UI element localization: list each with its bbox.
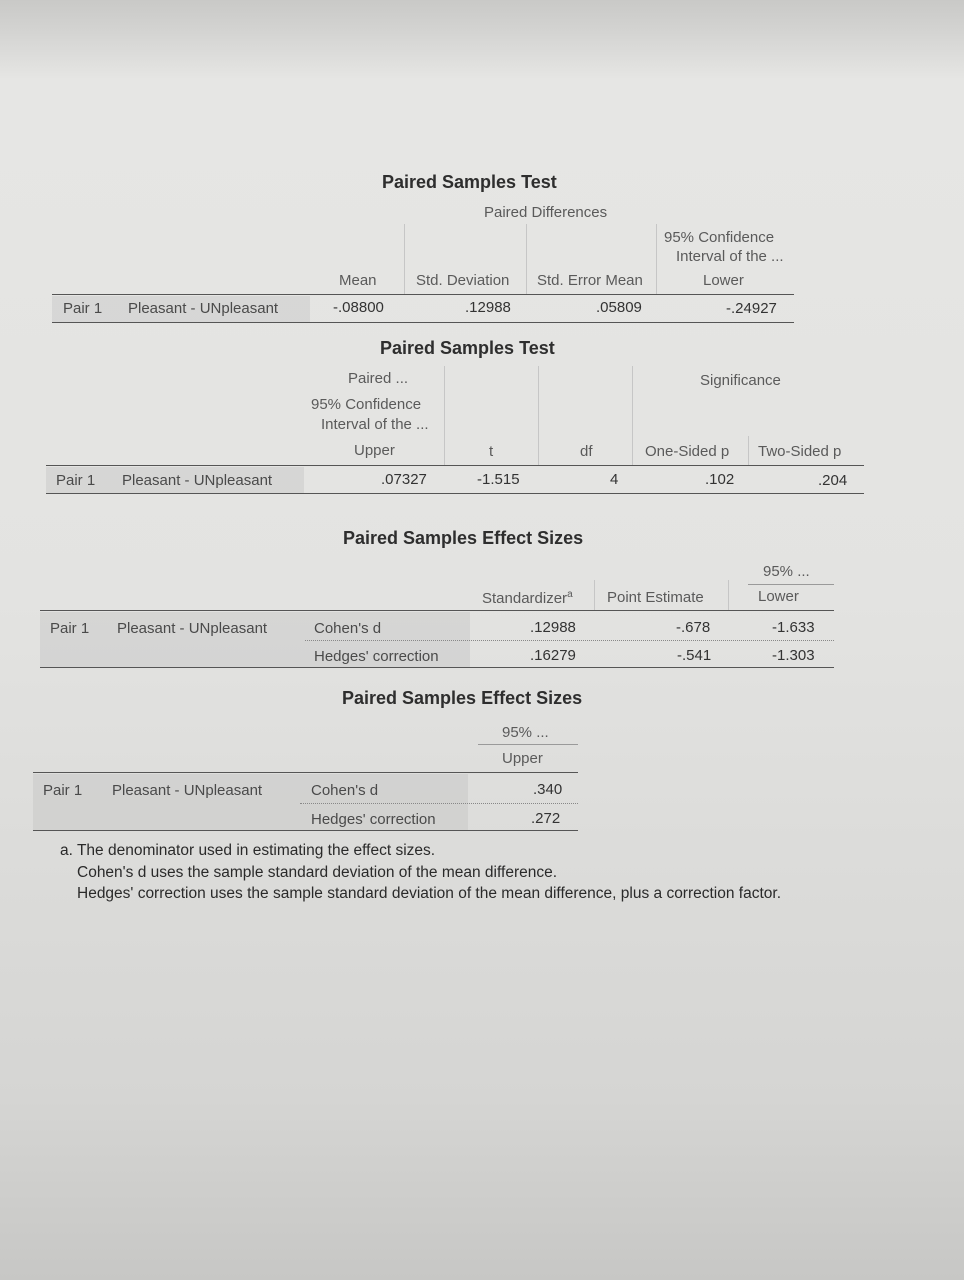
table1-ci-header-line2: Interval of the ...	[676, 248, 784, 265]
table4-ci-rule	[478, 744, 578, 745]
t-value: -1.515	[477, 471, 520, 488]
col-lower: Lower	[703, 272, 744, 289]
pair-variables: Pleasant - UNpleasant	[112, 782, 263, 799]
col-std-error-mean: Std. Error Mean	[537, 272, 643, 289]
table3-bottom-rule	[40, 667, 834, 668]
table1-group-header: Paired Differences	[484, 204, 608, 221]
table4-row-rule	[300, 803, 578, 804]
pair-label: Pair 1	[56, 472, 96, 489]
table1-ci-header-line1: 95% Confidence	[664, 229, 775, 246]
table3-row-rule	[305, 640, 834, 641]
one-sided-p-value: .102	[705, 471, 735, 488]
measure-hedges-correction: Hedges' correction	[314, 648, 439, 665]
pair-variables: Pleasant - UNpleasant	[117, 620, 268, 637]
measure-hedges-correction: Hedges' correction	[311, 811, 436, 828]
table2-divider	[748, 436, 749, 466]
table2-ci-header-line2: Interval of the ...	[321, 416, 429, 433]
footnote-line: a. The denominator used in estimating the effect sizes.	[60, 842, 436, 859]
table1-header-rule	[52, 294, 794, 295]
table3-header-rule	[40, 610, 834, 611]
table2-divider	[632, 366, 633, 466]
lower-value: -1.303	[772, 647, 815, 664]
table2-bottom-rule	[46, 493, 864, 494]
col-t: t	[489, 443, 494, 460]
pair-variables: Pleasant - UNpleasant	[128, 300, 279, 317]
table3-ci-header: 95% ...	[763, 563, 810, 580]
point-estimate-value: -.541	[677, 647, 712, 664]
col-upper: Upper	[354, 442, 395, 459]
table2-divider	[538, 366, 539, 466]
upper-value: .07327	[381, 471, 427, 488]
pair-label: Pair 1	[43, 782, 83, 799]
footnote-marker: a	[567, 589, 573, 600]
standardizer-value: .16279	[530, 647, 576, 664]
table4-title: Paired Samples Effect Sizes	[342, 688, 583, 708]
pair-label: Pair 1	[50, 620, 90, 637]
col-two-sided-p: Two-Sided p	[758, 443, 842, 460]
measure-cohens-d: Cohen's d	[314, 620, 382, 637]
table4-header-rule	[33, 772, 578, 773]
lower-value: -.24927	[726, 300, 777, 317]
pair-label: Pair 1	[63, 300, 103, 317]
table2-header-rule	[46, 465, 864, 466]
col-std-deviation: Std. Deviation	[416, 272, 510, 289]
point-estimate-value: -.678	[676, 619, 711, 636]
col-df: df	[580, 443, 593, 460]
upper-value: .272	[531, 810, 561, 827]
pair-variables: Pleasant - UNpleasant	[122, 472, 273, 489]
table2-divider	[444, 366, 445, 466]
table2-title: Paired Samples Test	[380, 338, 555, 358]
table4-bottom-rule	[33, 830, 578, 831]
col-one-sided-p: One-Sided p	[645, 443, 730, 460]
lower-value: -1.633	[772, 619, 815, 636]
table1-divider	[404, 224, 405, 294]
df-value: 4	[610, 471, 619, 488]
two-sided-p-value: .204	[818, 472, 848, 489]
upper-value: .340	[533, 781, 563, 798]
table3-title: Paired Samples Effect Sizes	[343, 528, 584, 548]
table3-divider	[728, 580, 729, 610]
table1-title: Paired Samples Test	[382, 172, 557, 192]
std-error-mean-value: .05809	[596, 299, 642, 316]
std-deviation-value: .12988	[465, 299, 511, 316]
col-point-estimate: Point Estimate	[607, 589, 704, 606]
measure-cohens-d: Cohen's d	[311, 782, 379, 799]
col-upper: Upper	[502, 750, 543, 767]
col-mean: Mean	[339, 272, 377, 289]
table2-ci-header-line1: 95% Confidence	[311, 396, 422, 413]
table4-ci-header: 95% ...	[502, 724, 549, 741]
significance-header: Significance	[700, 372, 781, 389]
table1-divider	[656, 224, 657, 294]
col-standardizer: Standardizer$^a$	[482, 589, 573, 607]
table1-bottom-rule	[52, 322, 794, 323]
table3-ci-rule	[748, 584, 834, 585]
standardizer-value: .12988	[530, 619, 576, 636]
col-lower: Lower	[758, 588, 799, 605]
table2-group-header: Paired ...	[348, 370, 409, 387]
table1-divider	[526, 224, 527, 294]
footnote-line: Cohen's d uses the sample standard deviation of the mean difference.	[77, 864, 558, 881]
footnote-line: Hedges' correction uses the sample standard deviation of the mean difference, plus a correction factor.	[77, 885, 782, 902]
mean-value: -.08800	[333, 299, 384, 316]
table3-divider	[594, 580, 595, 610]
